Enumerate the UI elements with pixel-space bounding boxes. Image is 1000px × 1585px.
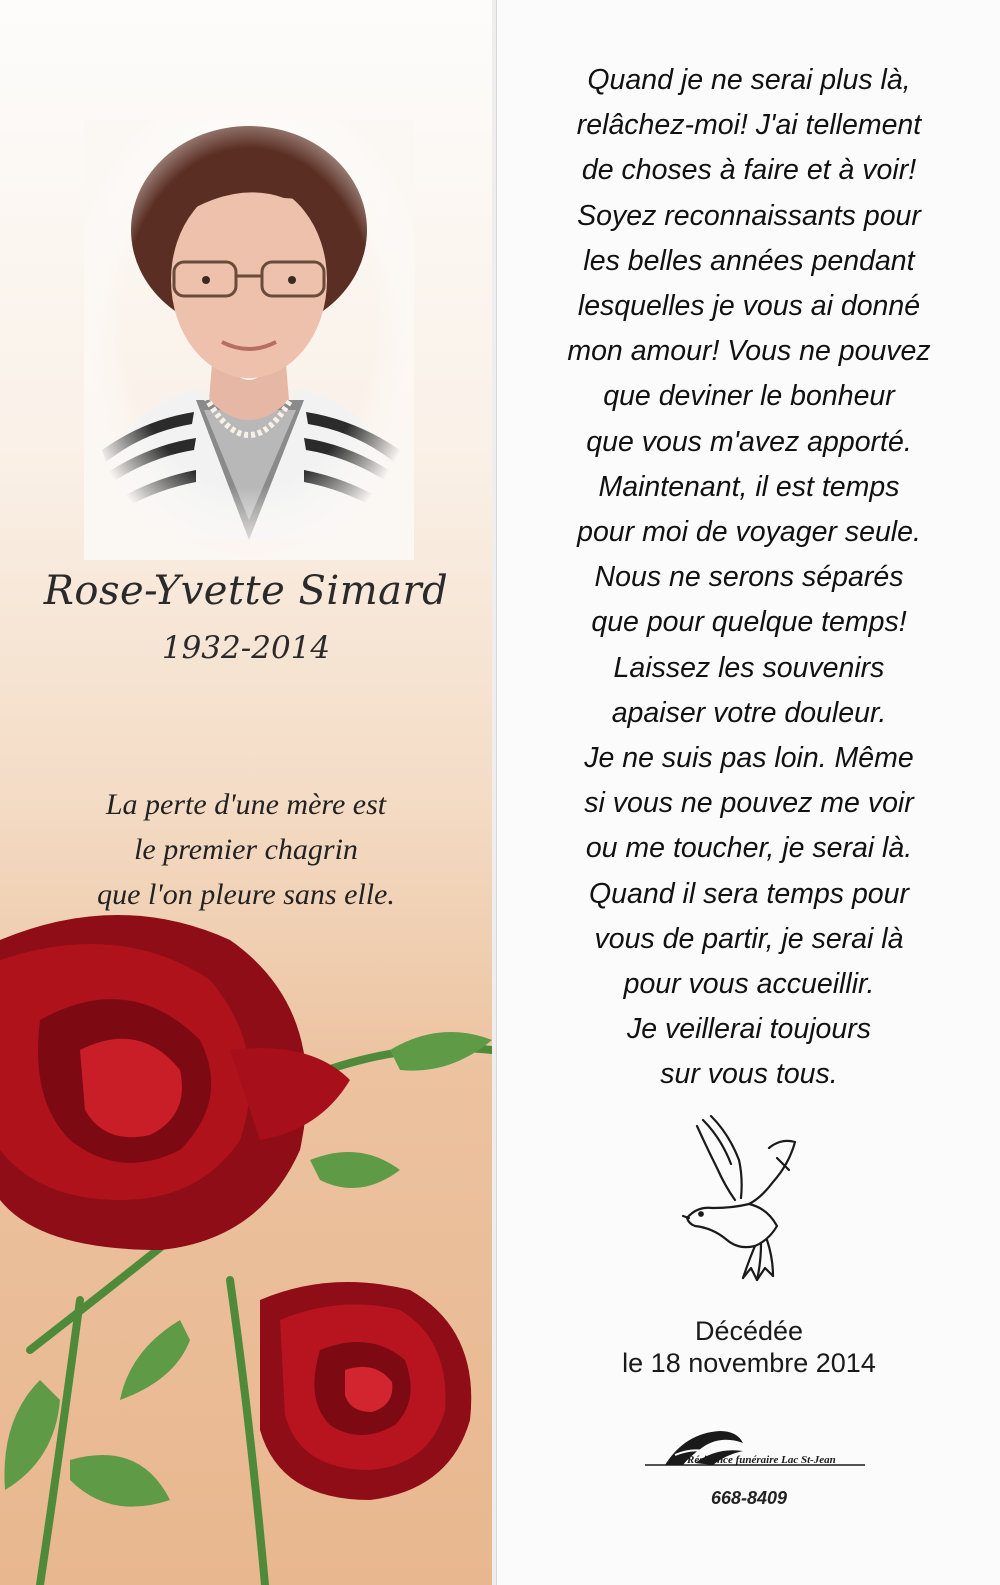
poem-line: Nous ne serons séparés (594, 561, 904, 594)
poem-line: les belles années pendant (583, 244, 915, 277)
poem-line: de choses à faire et à voir! (581, 154, 917, 187)
quote-line: le premier chagrin (134, 833, 358, 866)
deceased-date: le 18 novembre 2014 (622, 1348, 876, 1378)
funeral-home-name: Résidence funéraire Lac St-Jean (687, 1454, 836, 1466)
quote-line: que l'on pleure sans elle. (97, 878, 395, 911)
poem-line: Laissez les souvenirs (613, 651, 885, 684)
poem-line: pour moi de voyager seule. (577, 516, 921, 549)
phone-number: 668-8409 (710, 1488, 788, 1508)
dove-icon (677, 1108, 807, 1288)
poem-line: relâchez-moi! J'ai tellement (576, 109, 922, 142)
poem-line: apaiser votre douleur. (611, 696, 887, 729)
life-years: 1932-2014 (161, 630, 331, 666)
deceased-label: Décédée (694, 1316, 804, 1346)
poem-line: que pour quelque temps! (591, 606, 907, 639)
poem-line: vous de partir, je serai là (594, 922, 904, 955)
memorial-card-front (0, 0, 492, 1585)
quote-line: La perte d'une mère est (105, 788, 387, 821)
poem-line: lesquelles je vous ai donné (577, 290, 921, 323)
poem-line: Je ne suis pas loin. Même (584, 742, 914, 775)
portrait-photo (84, 120, 414, 560)
funeral-home-logo (625, 1425, 885, 1485)
poem-line: mon amour! Vous ne pouvez (567, 335, 931, 368)
memorial-quote (60, 782, 432, 917)
deceased-name: Rose-Yvette Simard (43, 568, 449, 614)
poem-line: que deviner le bonheur (603, 380, 895, 413)
red-roses-illustration (0, 900, 492, 1585)
poem-line: Quand il sera temps pour (589, 877, 909, 910)
poem-line: si vous ne pouvez me voir (584, 787, 914, 820)
poem-line: que vous m'avez apporté. (586, 425, 912, 458)
poem-line: sur vous tous. (660, 1058, 838, 1091)
poem-line: Soyez reconnaissants pour (577, 199, 921, 232)
memorial-poem (497, 58, 1000, 1098)
memorial-card-back (496, 0, 1000, 1585)
poem-line: Je veillerai toujours (627, 1013, 871, 1046)
poem-line: Quand je ne serai plus là, (587, 64, 911, 96)
poem-line: pour vous accueillir. (623, 968, 875, 1001)
poem-line: ou me toucher, je serai là. (585, 832, 913, 865)
poem-line: Maintenant, il est temps (598, 470, 900, 503)
